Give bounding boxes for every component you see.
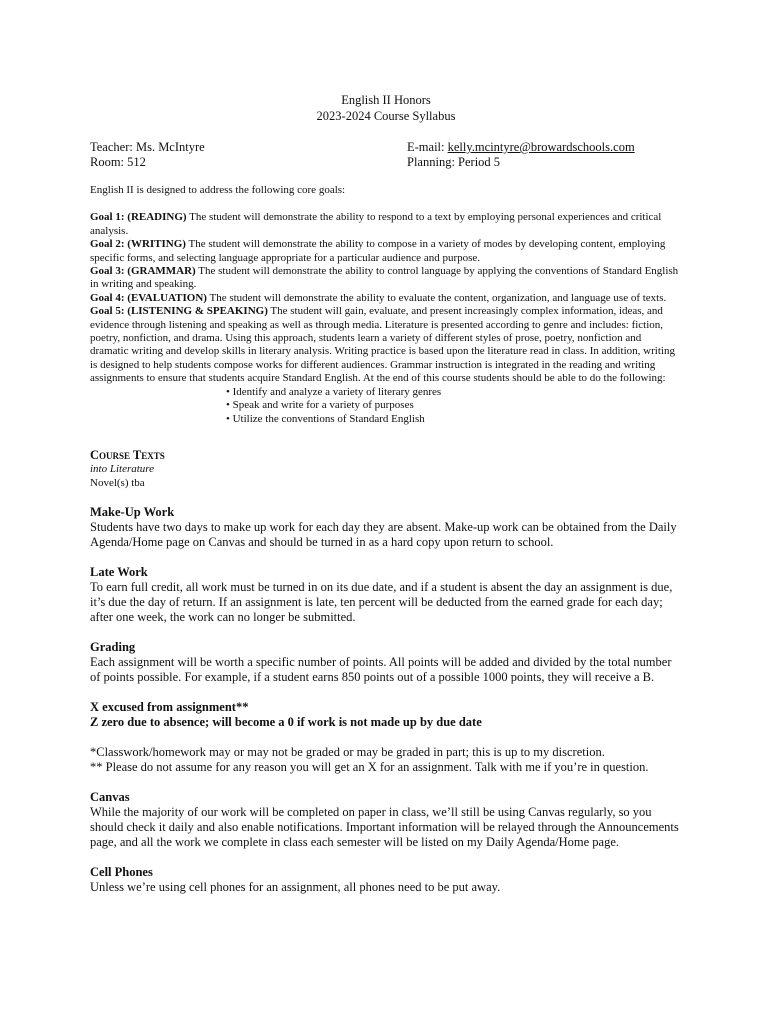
goal-label: Goal 2: (WRITING) [90, 238, 186, 251]
notes-section [90, 745, 682, 775]
note-2: ** Please do not assume for any reason you will get an X for an assignment. Talk with me if you’re in question. [90, 759, 649, 774]
section-text: To earn full credit, all work must be turned in on its due date, and if a student is absent the day an assignment is due, it’s due the day of return. If an assignment is late, ten percent will be deducted from the earned grade for each day; after one week, the work can no longer be submitted. [90, 579, 673, 624]
goal-text: The student will demonstrate the ability to respond to a text by employing personal experiences and critical analysis. [90, 211, 662, 237]
goal-label: Goal 1: (READING) [90, 211, 187, 224]
grade-codes-section [90, 700, 682, 730]
textbook-title: into Literature [90, 462, 155, 475]
list-item: • Identify and analyze a variety of literary genres [226, 386, 682, 399]
code-z: Z zero due to absence; will become a 0 if work is not made up by due date [90, 714, 482, 729]
planning-period: Planning: Period 5 [407, 155, 501, 169]
code-x: X excused from assignment** [90, 699, 249, 714]
email-link[interactable]: kelly.mcintyre@browardschools.com [447, 140, 635, 154]
goals-intro: English II is designed to address the following core goals: [90, 184, 346, 196]
goal-5 [90, 305, 682, 385]
outcomes-list [90, 386, 682, 426]
list-item: • Utilize the conventions of Standard English [226, 413, 682, 426]
section-text: Each assignment will be worth a specific number of points. All points will be added and divided by the total number of points possible. For example, if a student earns 850 points out of a possible 1000 points, they will receive a B. [90, 654, 672, 684]
note-1: *Classwork/homework may or may not be graded or may be graded in part; this is up to my discretion. [90, 744, 605, 759]
goal-label: Goal 4: (EVALUATION) [90, 291, 207, 304]
teacher-info [90, 140, 682, 170]
document-header [90, 92, 682, 124]
goal-text: The student will gain, evaluate, and present increasingly complex information, ideas, and evidence through listening and speaking as well as through media. Literature is presented according to genre and includes: fiction, poetry, nonfiction, and drama. Using this approach, students learn a variety of different styles of prose, poetry, nonfiction and dramatic writing and develop skills in literary analysis. Writing practice is based upon the literature read in class. In addition, writing is designed to help students compose works for different audiences. Grammar instruction is integrated in the reading and writing assignments to ensure that students acquire Standard English. At the end of this course students should be able to do the following: [90, 305, 675, 385]
list-item: • Speak and write for a variety of purposes [226, 399, 682, 412]
goal-label: Goal 5: (LISTENING & SPEAKING) [90, 305, 268, 318]
section-text: While the majority of our work will be completed on paper in class, we’ll still be using Canvas regularly, so you should check it daily and also enable notifications. Important information will be relayed through the Announcements page, and all the work we complete in class each semester will be listed on my Daily Agenda/Home page. [90, 804, 679, 849]
section-heading: Cell Phones [90, 864, 153, 879]
goal-3 [90, 265, 682, 292]
room-number: Room: 512 [90, 155, 146, 169]
email-label: E-mail: [407, 140, 448, 154]
section-heading: Grading [90, 639, 136, 654]
course-texts-section [90, 448, 682, 490]
goal-4 [90, 292, 682, 305]
email-line [407, 140, 682, 155]
makeup-section [90, 505, 682, 550]
grading-section [90, 640, 682, 685]
novels-note: Novel(s) tba [90, 476, 145, 489]
goal-text: The student will demonstrate the ability to evaluate the content, organization, and language use of texts. [206, 291, 667, 304]
section-heading: Make-Up Work [90, 504, 175, 519]
section-heading: Late Work [90, 564, 148, 579]
canvas-section [90, 790, 682, 850]
course-texts-heading: Course Texts [90, 447, 165, 462]
goal-label: Goal 3: (GRAMMAR) [90, 265, 196, 278]
teacher-name: Teacher: Ms. McIntyre [90, 140, 205, 154]
goals-list [90, 211, 682, 385]
cell-phones-section [90, 865, 682, 895]
goal-1 [90, 211, 682, 238]
goal-2 [90, 238, 682, 265]
section-text: Unless we’re using cell phones for an assignment, all phones need to be put away. [90, 879, 501, 894]
syllabus-page [90, 92, 682, 895]
course-title: English II Honors [341, 93, 431, 107]
late-work-section [90, 565, 682, 625]
course-subtitle: 2023-2024 Course Syllabus [316, 109, 456, 123]
section-heading: Canvas [90, 789, 130, 804]
section-text: Students have two days to make up work for each day they are absent. Make-up work can be obtained from the Daily Agenda/Home page on Canvas and should be turned in as a hard copy upon return to school. [90, 519, 677, 549]
goal-text: The student will demonstrate the ability to control language by applying the conventions of Standard English in writing and speaking. [90, 265, 679, 291]
goal-text: The student will demonstrate the ability to compose in a variety of modes by developing content, employing specific forms, and selecting language appropriate for a particular audience and purpose. [90, 238, 666, 264]
